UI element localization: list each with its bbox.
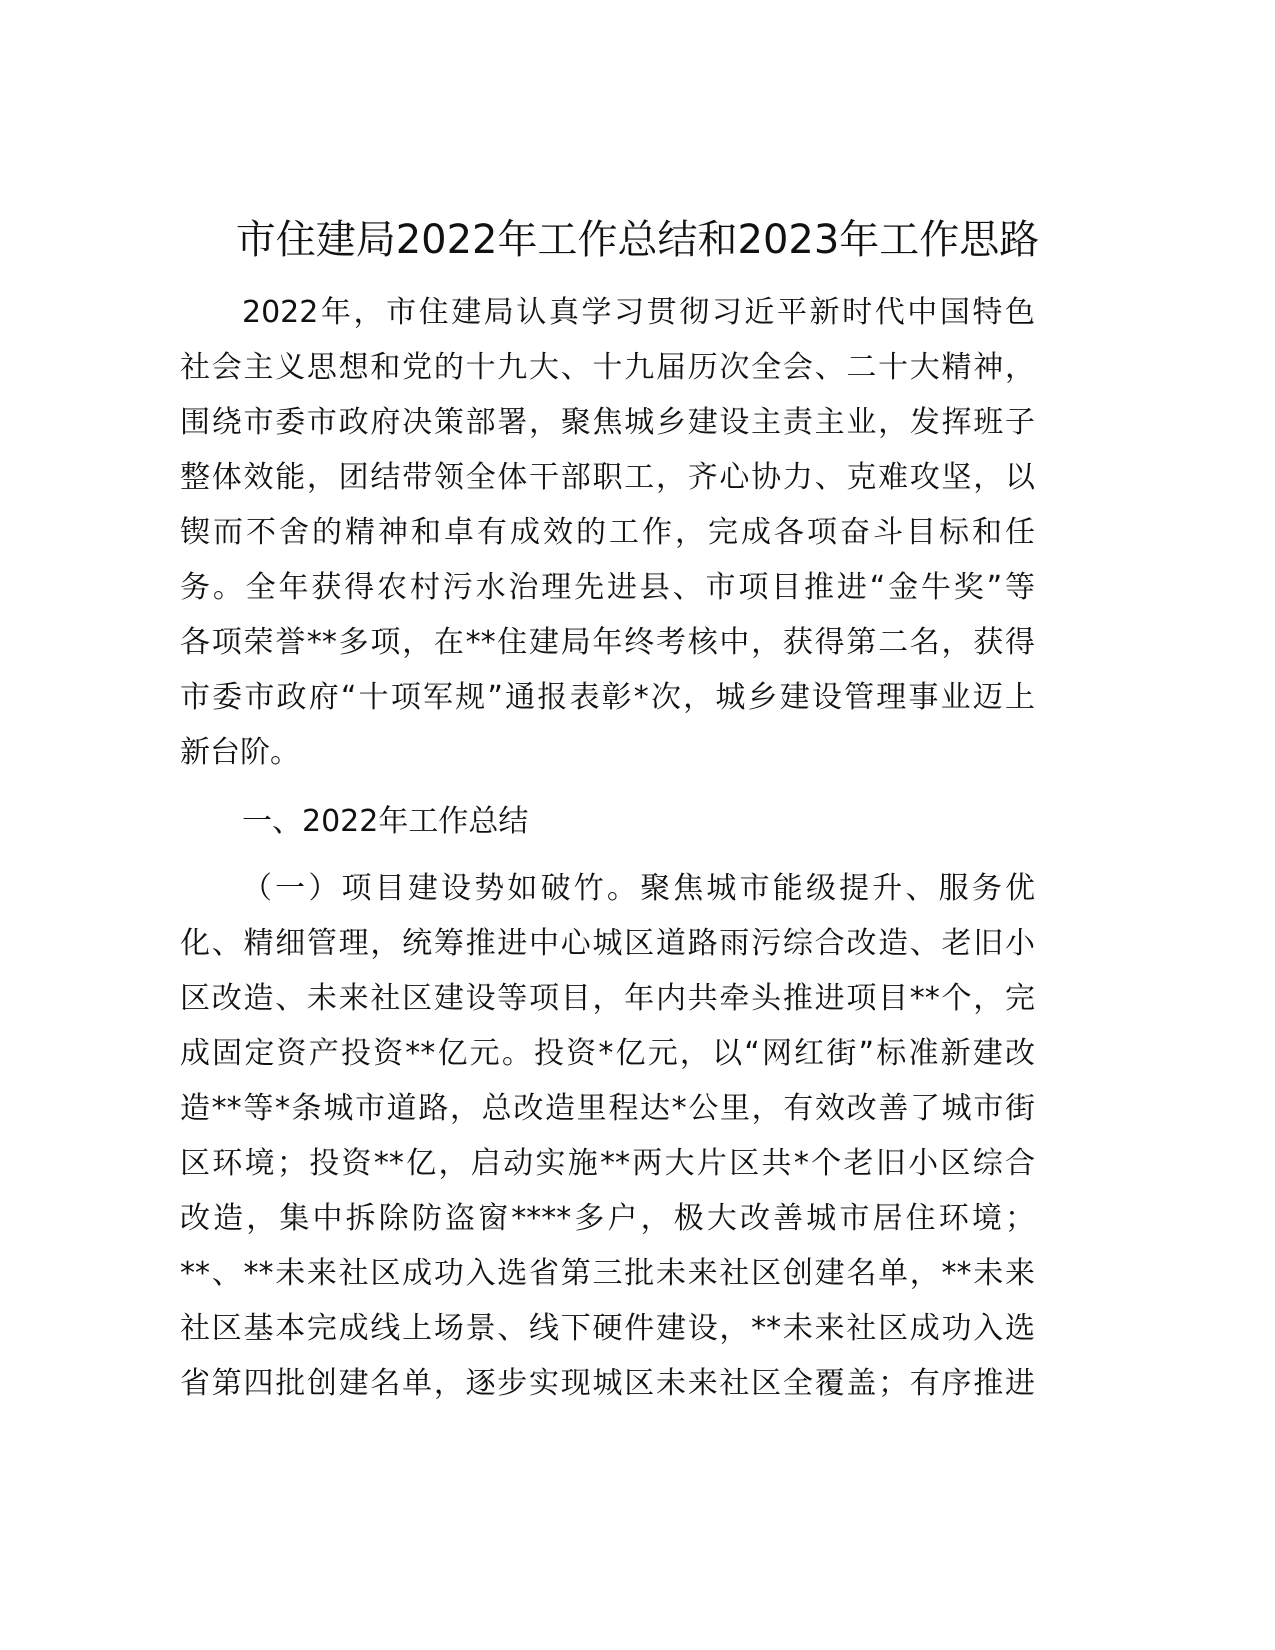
text-line: 务。全年获得农村污水治理先进县、市项目推进“金牛奖”等: [180, 570, 1035, 605]
text-line: 新台阶。: [180, 735, 300, 770]
section-heading-block: [180, 794, 1035, 849]
text-line: 社会主义思想和党的十九大、十九届历次全会、二十大精神，: [180, 350, 1035, 385]
text-line: 化、精细管理，统筹推进中心城区道路雨污综合改造、老旧小: [180, 926, 1035, 961]
text-line: 区环境；投资**亿，启动实施**两大片区共*个老旧小区综合: [180, 1146, 1035, 1181]
section1-paragraph: [180, 861, 1035, 1411]
text-line: 整体效能，团结带领全体干部职工，齐心协力、克难攻坚，以: [180, 460, 1035, 495]
text-line: **、**未来社区成功入选省第三批未来社区创建名单，**未来: [180, 1256, 1035, 1291]
text-line: （一）项目建设势如破竹。聚焦城市能级提升、服务优: [242, 871, 1035, 906]
text-line: 省第四批创建名单，逐步实现城区未来社区全覆盖；有序推进: [180, 1366, 1035, 1401]
intro-paragraph: [180, 285, 1035, 780]
text-line: 锲而不舍的精神和卓有成效的工作，完成各项奋斗目标和任: [180, 515, 1035, 550]
text-line: 市委市政府“十项军规”通报表彰*次，城乡建设管理事业迈上: [180, 680, 1035, 715]
text-line: 2022年，市住建局认真学习贯彻习近平新时代中国特色: [242, 295, 1035, 330]
text-line: 造**等*条城市道路，总改造里程达*公里，有效改善了城市街: [180, 1091, 1035, 1126]
section-heading: 一、2022年工作总结: [242, 804, 529, 839]
text-line: 成固定资产投资**亿元。投资*亿元，以“网红街”标准新建改: [180, 1036, 1035, 1071]
text-line: 各项荣誉**多项，在**住建局年终考核中，获得第二名，获得: [180, 625, 1035, 660]
text-line: 社区基本完成线上场景、线下硬件建设，**未来社区成功入选: [180, 1311, 1035, 1346]
text-line: 区改造、未来社区建设等项目，年内共牵头推进项目**个，完: [180, 981, 1035, 1016]
text-line: 围绕市委市政府决策部署，聚焦城乡建设主责主业，发挥班子: [180, 405, 1035, 440]
document-title: 市住建局2022年工作总结和2023年工作思路: [235, 217, 1040, 263]
text-line: 改造，集中拆除防盗窗****多户，极大改善城市居住环境；: [180, 1201, 1035, 1236]
